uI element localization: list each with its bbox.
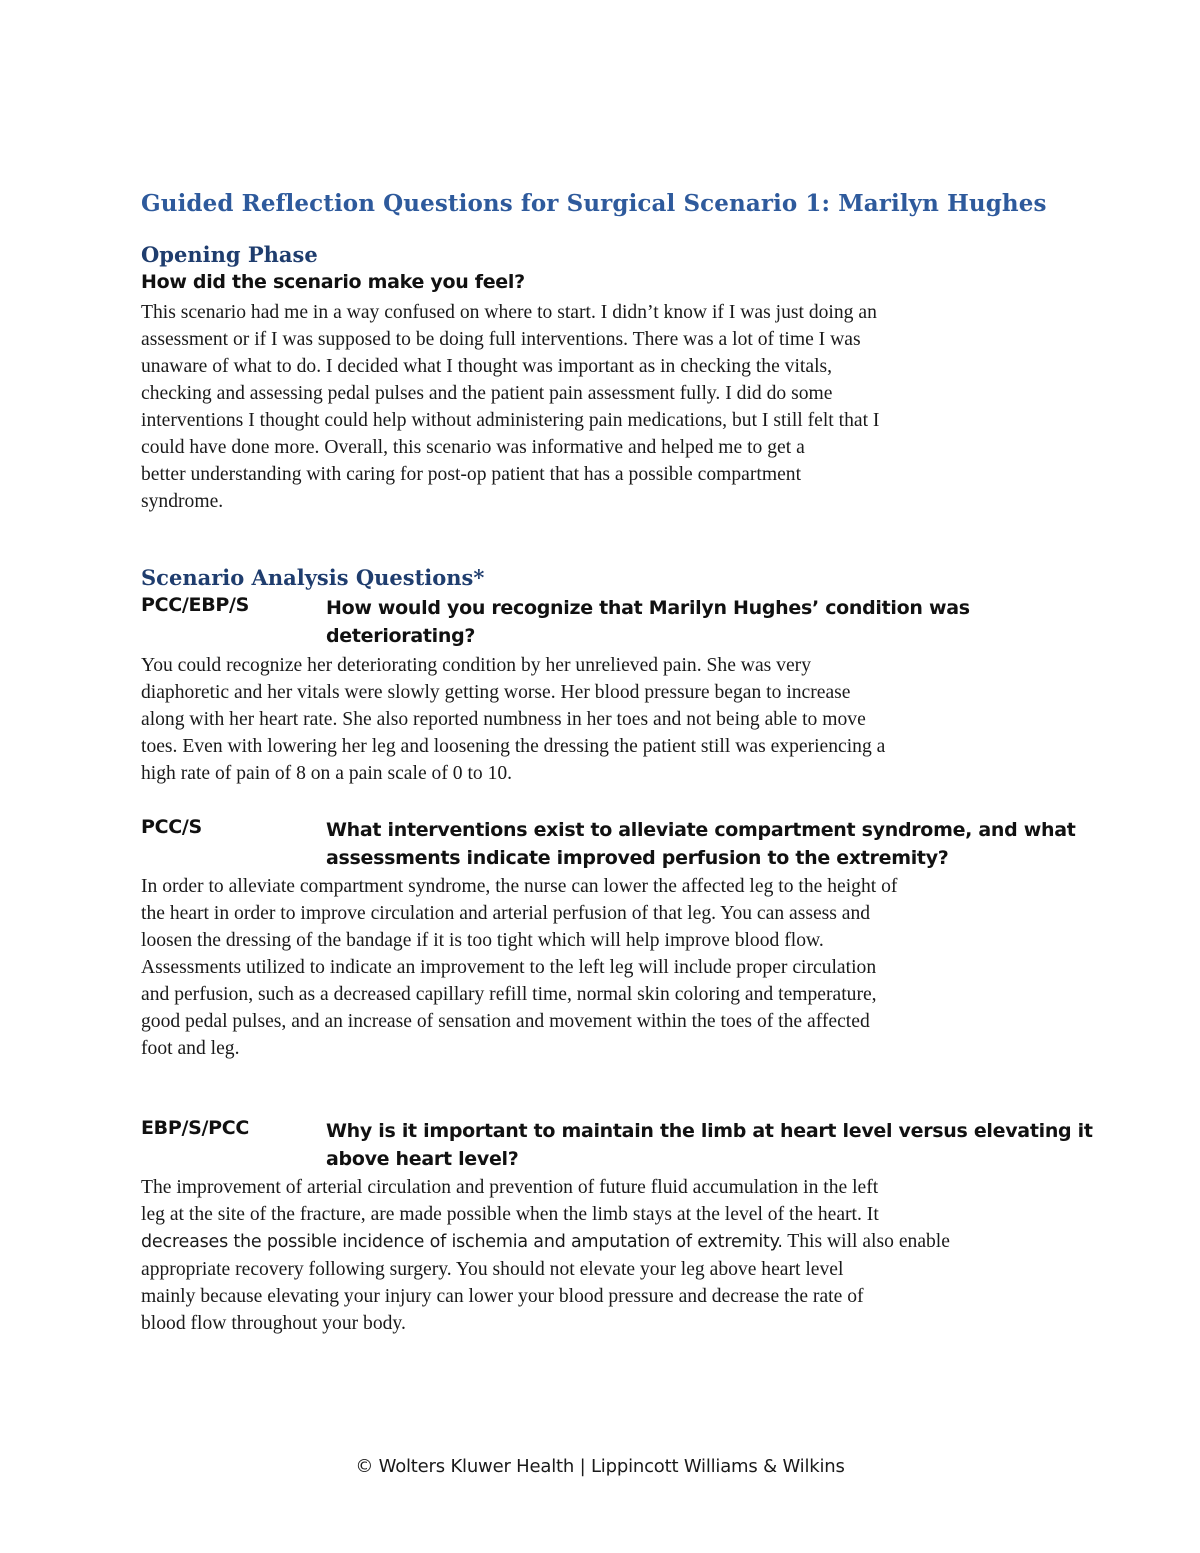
answer-serif-segment: This will also enable bbox=[782, 1231, 950, 1252]
answer-line: toes. Even with lowering her leg and loosening the dressing the patient still was experiencing a bbox=[141, 736, 886, 757]
scenario-analysis-heading: Scenario Analysis Questions* bbox=[141, 565, 485, 590]
answer-line: You could recognize her deteriorating condition by her unrelieved pain. She was very bbox=[141, 655, 811, 676]
answer-line: and perfusion, such as a decreased capillary refill time, normal skin coloring and temperature, bbox=[141, 984, 877, 1005]
answer-line: The improvement of arterial circulation and prevention of future fluid accumulation in the left bbox=[141, 1177, 879, 1198]
document-title: Guided Reflection Questions for Surgical Scenario 1: Marilyn Hughes bbox=[141, 190, 1047, 217]
answer-line: assessment or if I was supposed to be doing full interventions. There was a lot of time I was bbox=[141, 329, 861, 350]
opening-phase-question: How did the scenario make you feel? bbox=[141, 271, 525, 293]
answer-line: leg at the site of the fracture, are made possible when the limb stays at the level of the heart. It bbox=[141, 1204, 879, 1225]
answer-line: interventions I thought could help without administering pain medications, but I still felt that I bbox=[141, 410, 880, 431]
answer-line: diaphoretic and her vitals were slowly getting worse. Her blood pressure began to increase bbox=[141, 682, 851, 703]
answer-line: checking and assessing pedal pulses and the patient pain assessment fully. I did do some bbox=[141, 383, 833, 404]
answer-line: blood flow throughout your body. bbox=[141, 1313, 406, 1334]
question-line: What interventions exist to alleviate compartment syndrome, and what bbox=[326, 819, 1076, 841]
opening-phase-heading: Opening Phase bbox=[141, 242, 318, 267]
question-answer bbox=[141, 652, 1061, 787]
answer-line: unaware of what to do. I decided what I thought was important as in checking the vitals, bbox=[141, 356, 833, 377]
question-tag: PCC/EBP/S bbox=[141, 594, 250, 616]
answer-line: mainly because elevating your injury can lower your blood pressure and decrease the rate of bbox=[141, 1286, 864, 1307]
answer-mixed-line bbox=[141, 1228, 1061, 1256]
answer-line: along with her heart rate. She also reported numbness in her toes and not being able to move bbox=[141, 709, 866, 730]
answer-line: In order to alleviate compartment syndrome, the nurse can lower the affected leg to the height of bbox=[141, 876, 898, 897]
question-line: assessments indicate improved perfusion to the extremity? bbox=[326, 847, 949, 869]
question-tag: EBP/S/PCC bbox=[141, 1117, 250, 1139]
question-text bbox=[326, 1117, 1093, 1173]
question-line: Why is it important to maintain the limb at heart level versus elevating it bbox=[326, 1120, 1093, 1142]
answer-line: good pedal pulses, and an increase of sensation and movement within the toes of the affected bbox=[141, 1011, 870, 1032]
answer-line: the heart in order to improve circulation and arterial perfusion of that leg. You can assess and bbox=[141, 903, 871, 924]
copyright-footer: © Wolters Kluwer Health | Lippincott Williams & Wilkins bbox=[355, 1456, 845, 1477]
answer-line: appropriate recovery following surgery. You should not elevate your leg above heart level bbox=[141, 1259, 844, 1280]
question-line: above heart level? bbox=[326, 1148, 519, 1170]
question-answer bbox=[141, 873, 1061, 1062]
question-answer bbox=[141, 1174, 1061, 1337]
question-line: How would you recognize that Marilyn Hughes’ condition was bbox=[326, 597, 970, 619]
answer-line: high rate of pain of 8 on a pain scale of 0 to 10. bbox=[141, 763, 513, 784]
question-text bbox=[326, 816, 1076, 872]
answer-line: Assessments utilized to indicate an improvement to the left leg will include proper circulation bbox=[141, 957, 877, 978]
answer-line: foot and leg. bbox=[141, 1038, 240, 1059]
answer-line: This scenario had me in a way confused on where to start. I didn’t know if I was just doing an bbox=[141, 302, 877, 323]
answer-line: loosen the dressing of the bandage if it is too tight which will help improve blood flow. bbox=[141, 930, 824, 951]
opening-phase-answer bbox=[141, 299, 1061, 515]
question-text bbox=[326, 594, 1066, 650]
answer-sans-segment: decreases the possible incidence of ischemia and amputation of extremity. bbox=[141, 1232, 783, 1252]
answer-line: better understanding with caring for post-op patient that has a possible compartment bbox=[141, 464, 802, 485]
answer-line: syndrome. bbox=[141, 491, 224, 512]
answer-line: could have done more. Overall, this scenario was informative and helped me to get a bbox=[141, 437, 805, 458]
question-line: deteriorating? bbox=[326, 625, 476, 647]
question-tag: PCC/S bbox=[141, 816, 202, 838]
